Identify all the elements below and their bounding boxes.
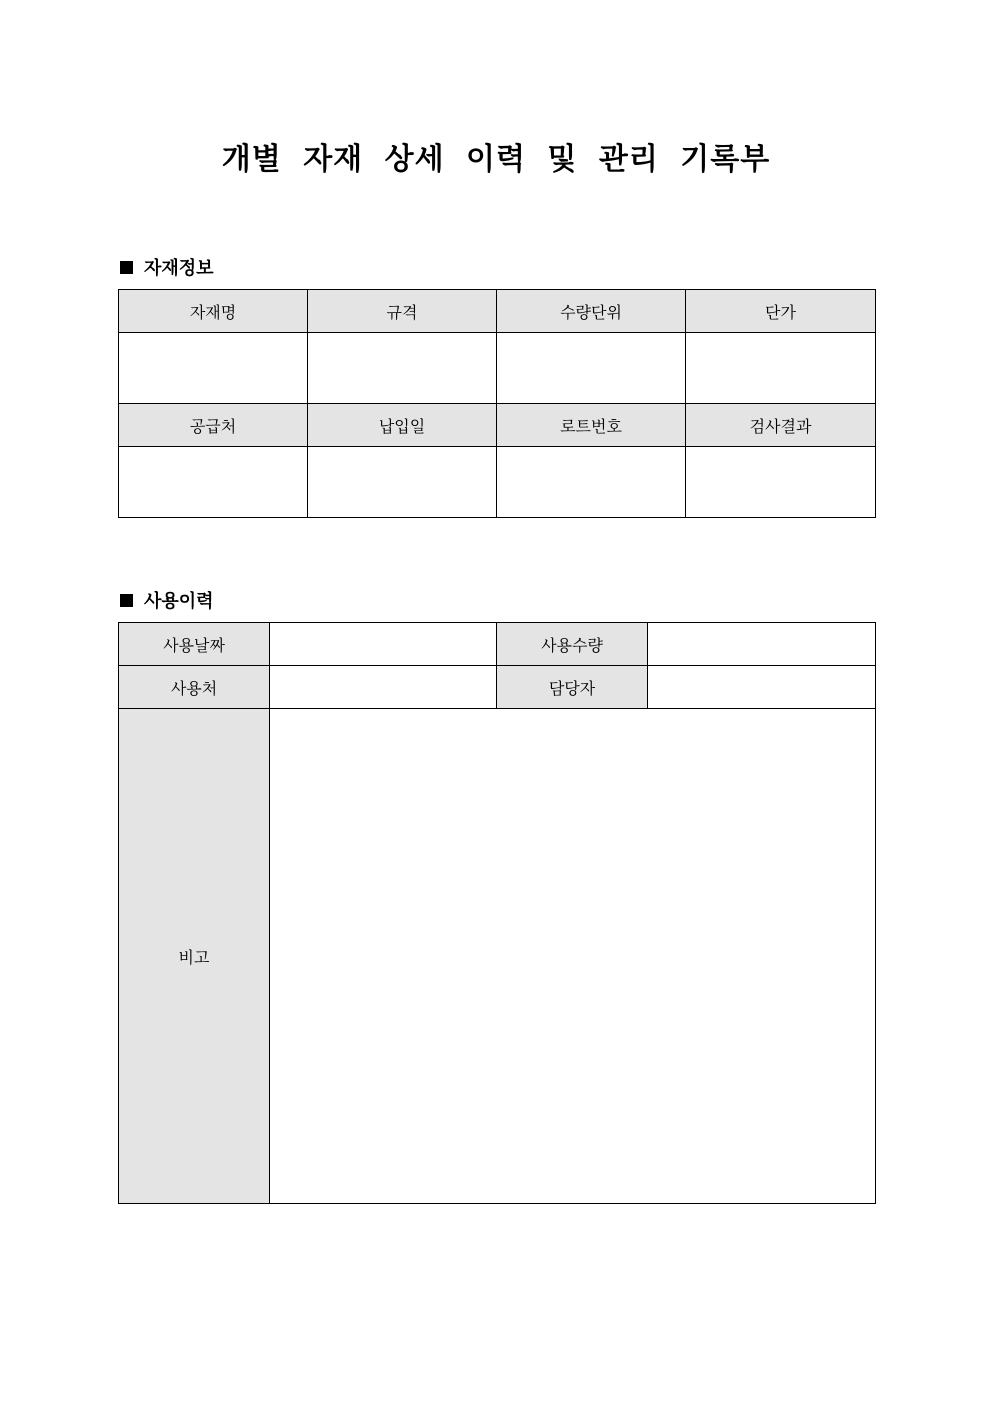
usage-place-label: 사용처 <box>119 666 270 709</box>
usage-section-heading <box>118 587 214 613</box>
lot-number-header: 로트번호 <box>497 404 686 447</box>
usage-quantity-label: 사용수량 <box>497 623 648 666</box>
usage-date-label: 사용날짜 <box>119 623 270 666</box>
quantity-unit-header: 수량단위 <box>497 290 686 333</box>
material-section-heading <box>118 254 214 280</box>
usage-place-cell[interactable] <box>270 666 497 709</box>
usage-date-cell[interactable] <box>270 623 497 666</box>
material-value-row-1 <box>119 333 876 404</box>
bullet-square-icon <box>120 594 133 607</box>
supplier-header: 공급처 <box>119 404 308 447</box>
specification-cell[interactable] <box>308 333 497 404</box>
inspection-result-cell[interactable] <box>686 447 876 518</box>
remarks-label: 비고 <box>119 709 270 1204</box>
specification-header: 규격 <box>308 290 497 333</box>
supplier-cell[interactable] <box>119 447 308 518</box>
usage-history-table <box>118 622 876 1204</box>
usage-row-1 <box>119 623 876 666</box>
bullet-square-icon <box>120 261 133 274</box>
remarks-cell[interactable] <box>270 709 876 1204</box>
unit-price-header: 단가 <box>686 290 876 333</box>
manager-label: 담당자 <box>497 666 648 709</box>
material-value-row-2 <box>119 447 876 518</box>
material-info-table <box>118 289 876 518</box>
page-title: 개별 자재 상세 이력 및 관리 기록부 <box>221 142 771 177</box>
manager-cell[interactable] <box>648 666 876 709</box>
delivery-date-cell[interactable] <box>308 447 497 518</box>
material-section-label: 자재정보 <box>144 258 214 279</box>
inspection-result-header: 검사결과 <box>686 404 876 447</box>
material-header-row-1 <box>119 290 876 333</box>
material-header-row-2 <box>119 404 876 447</box>
material-name-header: 자재명 <box>119 290 308 333</box>
quantity-unit-cell[interactable] <box>497 333 686 404</box>
unit-price-cell[interactable] <box>686 333 876 404</box>
material-name-cell[interactable] <box>119 333 308 404</box>
delivery-date-header: 납입일 <box>308 404 497 447</box>
usage-quantity-cell[interactable] <box>648 623 876 666</box>
usage-section-label: 사용이력 <box>144 591 214 612</box>
lot-number-cell[interactable] <box>497 447 686 518</box>
remarks-row <box>119 709 876 1204</box>
usage-row-2 <box>119 666 876 709</box>
